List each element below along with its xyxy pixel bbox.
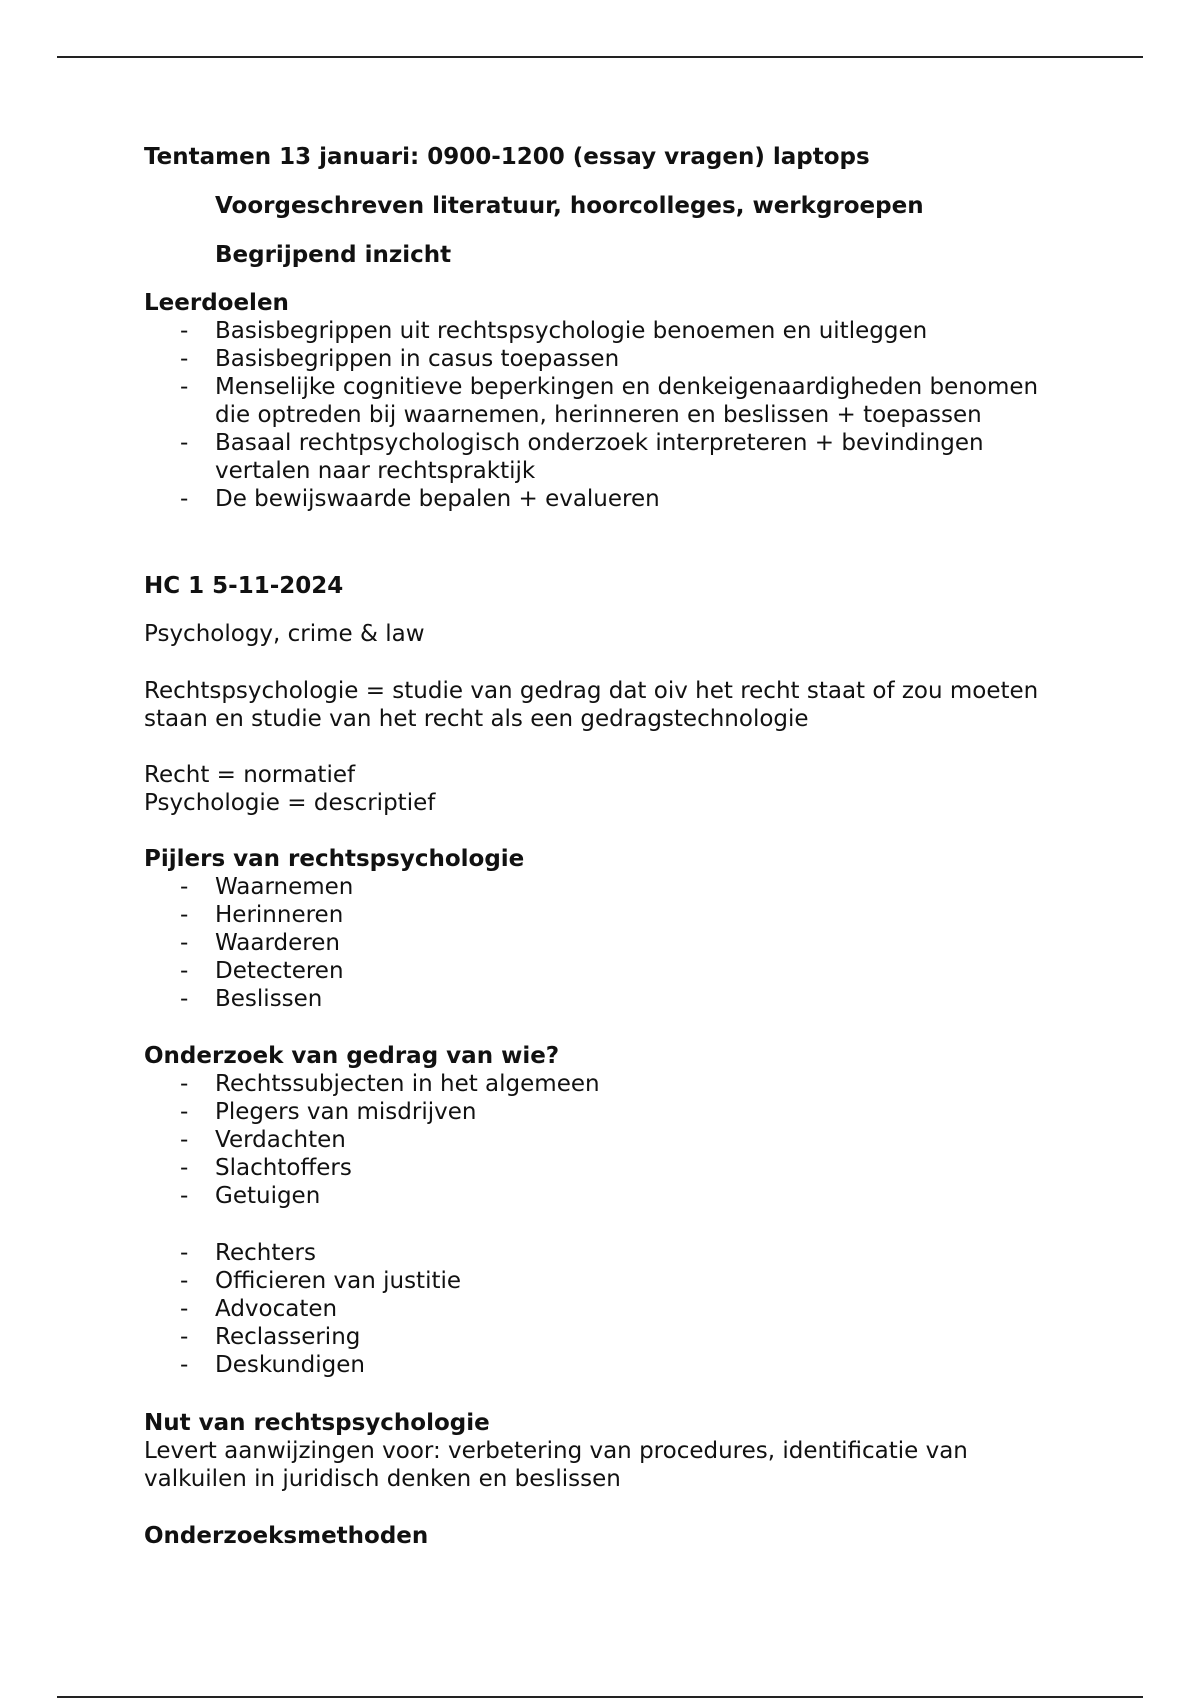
list-item: - De bewijswaarde bepalen + evalueren <box>180 486 660 512</box>
exam-insight: Begrijpend inzicht <box>215 242 452 268</box>
list-item: - Deskundigen <box>180 1352 365 1378</box>
methoden-heading: Onderzoeksmethoden <box>144 1523 429 1549</box>
onderzoek-list-1 <box>144 1070 1074 1210</box>
list-item: - Getuigen <box>180 1183 321 1209</box>
exam-title: Tentamen 13 januari: 0900-1200 (essay vragen) laptops <box>144 144 870 170</box>
dash-marker: - <box>180 1324 189 1350</box>
list-item: - Detecteren <box>180 958 344 984</box>
dash-marker: - <box>180 1296 189 1322</box>
leerdoelen-heading: Leerdoelen <box>144 290 289 316</box>
list-item: - Waarderen <box>180 930 340 956</box>
onderzoek-heading: Onderzoek van gedrag van wie? <box>144 1043 560 1069</box>
list-item: - Herinneren <box>180 902 344 928</box>
exam-material: Voorgeschreven literatuur, hoorcolleges, werkgroepen <box>215 193 924 219</box>
leerdoelen-list <box>144 317 1074 513</box>
dash-marker: - <box>180 1099 189 1125</box>
dash-marker: - <box>180 1240 189 1266</box>
nut-heading: Nut van rechtspsychologie <box>144 1410 490 1436</box>
onderzoek-list-2 <box>144 1239 1074 1379</box>
list-item: - Plegers van misdrijven <box>180 1099 477 1125</box>
dash-marker: - <box>180 430 189 456</box>
hc1-definition: Rechtspsychologie = studie van gedrag dat oiv het recht staat of zou moeten staan en studie van het recht als een gedragstechnologie <box>144 678 1039 732</box>
list-item: - Officieren van justitie <box>180 1268 462 1294</box>
dash-marker: - <box>180 1268 189 1294</box>
dash-marker: - <box>180 986 189 1012</box>
pijlers-list <box>144 873 1074 1013</box>
header-rule <box>57 56 1143 58</box>
hc1-heading: HC 1 5-11-2024 <box>144 573 344 599</box>
list-item: - Advocaten <box>180 1296 338 1322</box>
list-item: - Beslissen <box>180 986 323 1012</box>
list-item: - Verdachten <box>180 1127 346 1153</box>
dash-marker: - <box>180 902 189 928</box>
list-item: - Waarnemen <box>180 874 354 900</box>
hc1-recht: Recht = normatief <box>144 762 356 788</box>
hc1-psychologie: Psychologie = descriptief <box>144 790 436 816</box>
dash-marker: - <box>180 930 189 956</box>
list-item: - Basisbegrippen in casus toepassen <box>180 346 620 372</box>
dash-marker: - <box>180 1127 189 1153</box>
list-item: - Rechtssubjecten in het algemeen <box>180 1071 600 1097</box>
dash-marker: - <box>180 1071 189 1097</box>
list-item: - Rechters <box>180 1240 316 1266</box>
nut-text: Levert aanwijzingen voor: verbetering van procedures, identificatie van valkuilen in juridisch denken en beslissen <box>144 1438 968 1492</box>
pijlers-heading: Pijlers van rechtspsychologie <box>144 846 525 872</box>
list-item: - Basisbegrippen uit rechtspsychologie benoemen en uitleggen <box>180 318 928 344</box>
list-item: - Basaal rechtpsychologisch onderzoek interpreteren + bevindingen vertalen naar rechtspraktijk <box>180 430 984 484</box>
dash-marker: - <box>180 486 189 512</box>
footer-rule <box>57 1696 1143 1698</box>
dash-marker: - <box>180 1352 189 1378</box>
dash-marker: - <box>180 1155 189 1181</box>
dash-marker: - <box>180 958 189 984</box>
dash-marker: - <box>180 374 189 400</box>
list-item: - Slachtoffers <box>180 1155 352 1181</box>
list-item: - Menselijke cognitieve beperkingen en denkeigenaardigheden benomen die optreden bij waarnemen, herinneren en beslissen + toepassen <box>180 374 1039 428</box>
list-item: - Reclassering <box>180 1324 361 1350</box>
dash-marker: - <box>180 346 189 372</box>
dash-marker: - <box>180 874 189 900</box>
hc1-subtitle: Psychology, crime & law <box>144 621 425 647</box>
dash-marker: - <box>180 1183 189 1209</box>
dash-marker: - <box>180 318 189 344</box>
